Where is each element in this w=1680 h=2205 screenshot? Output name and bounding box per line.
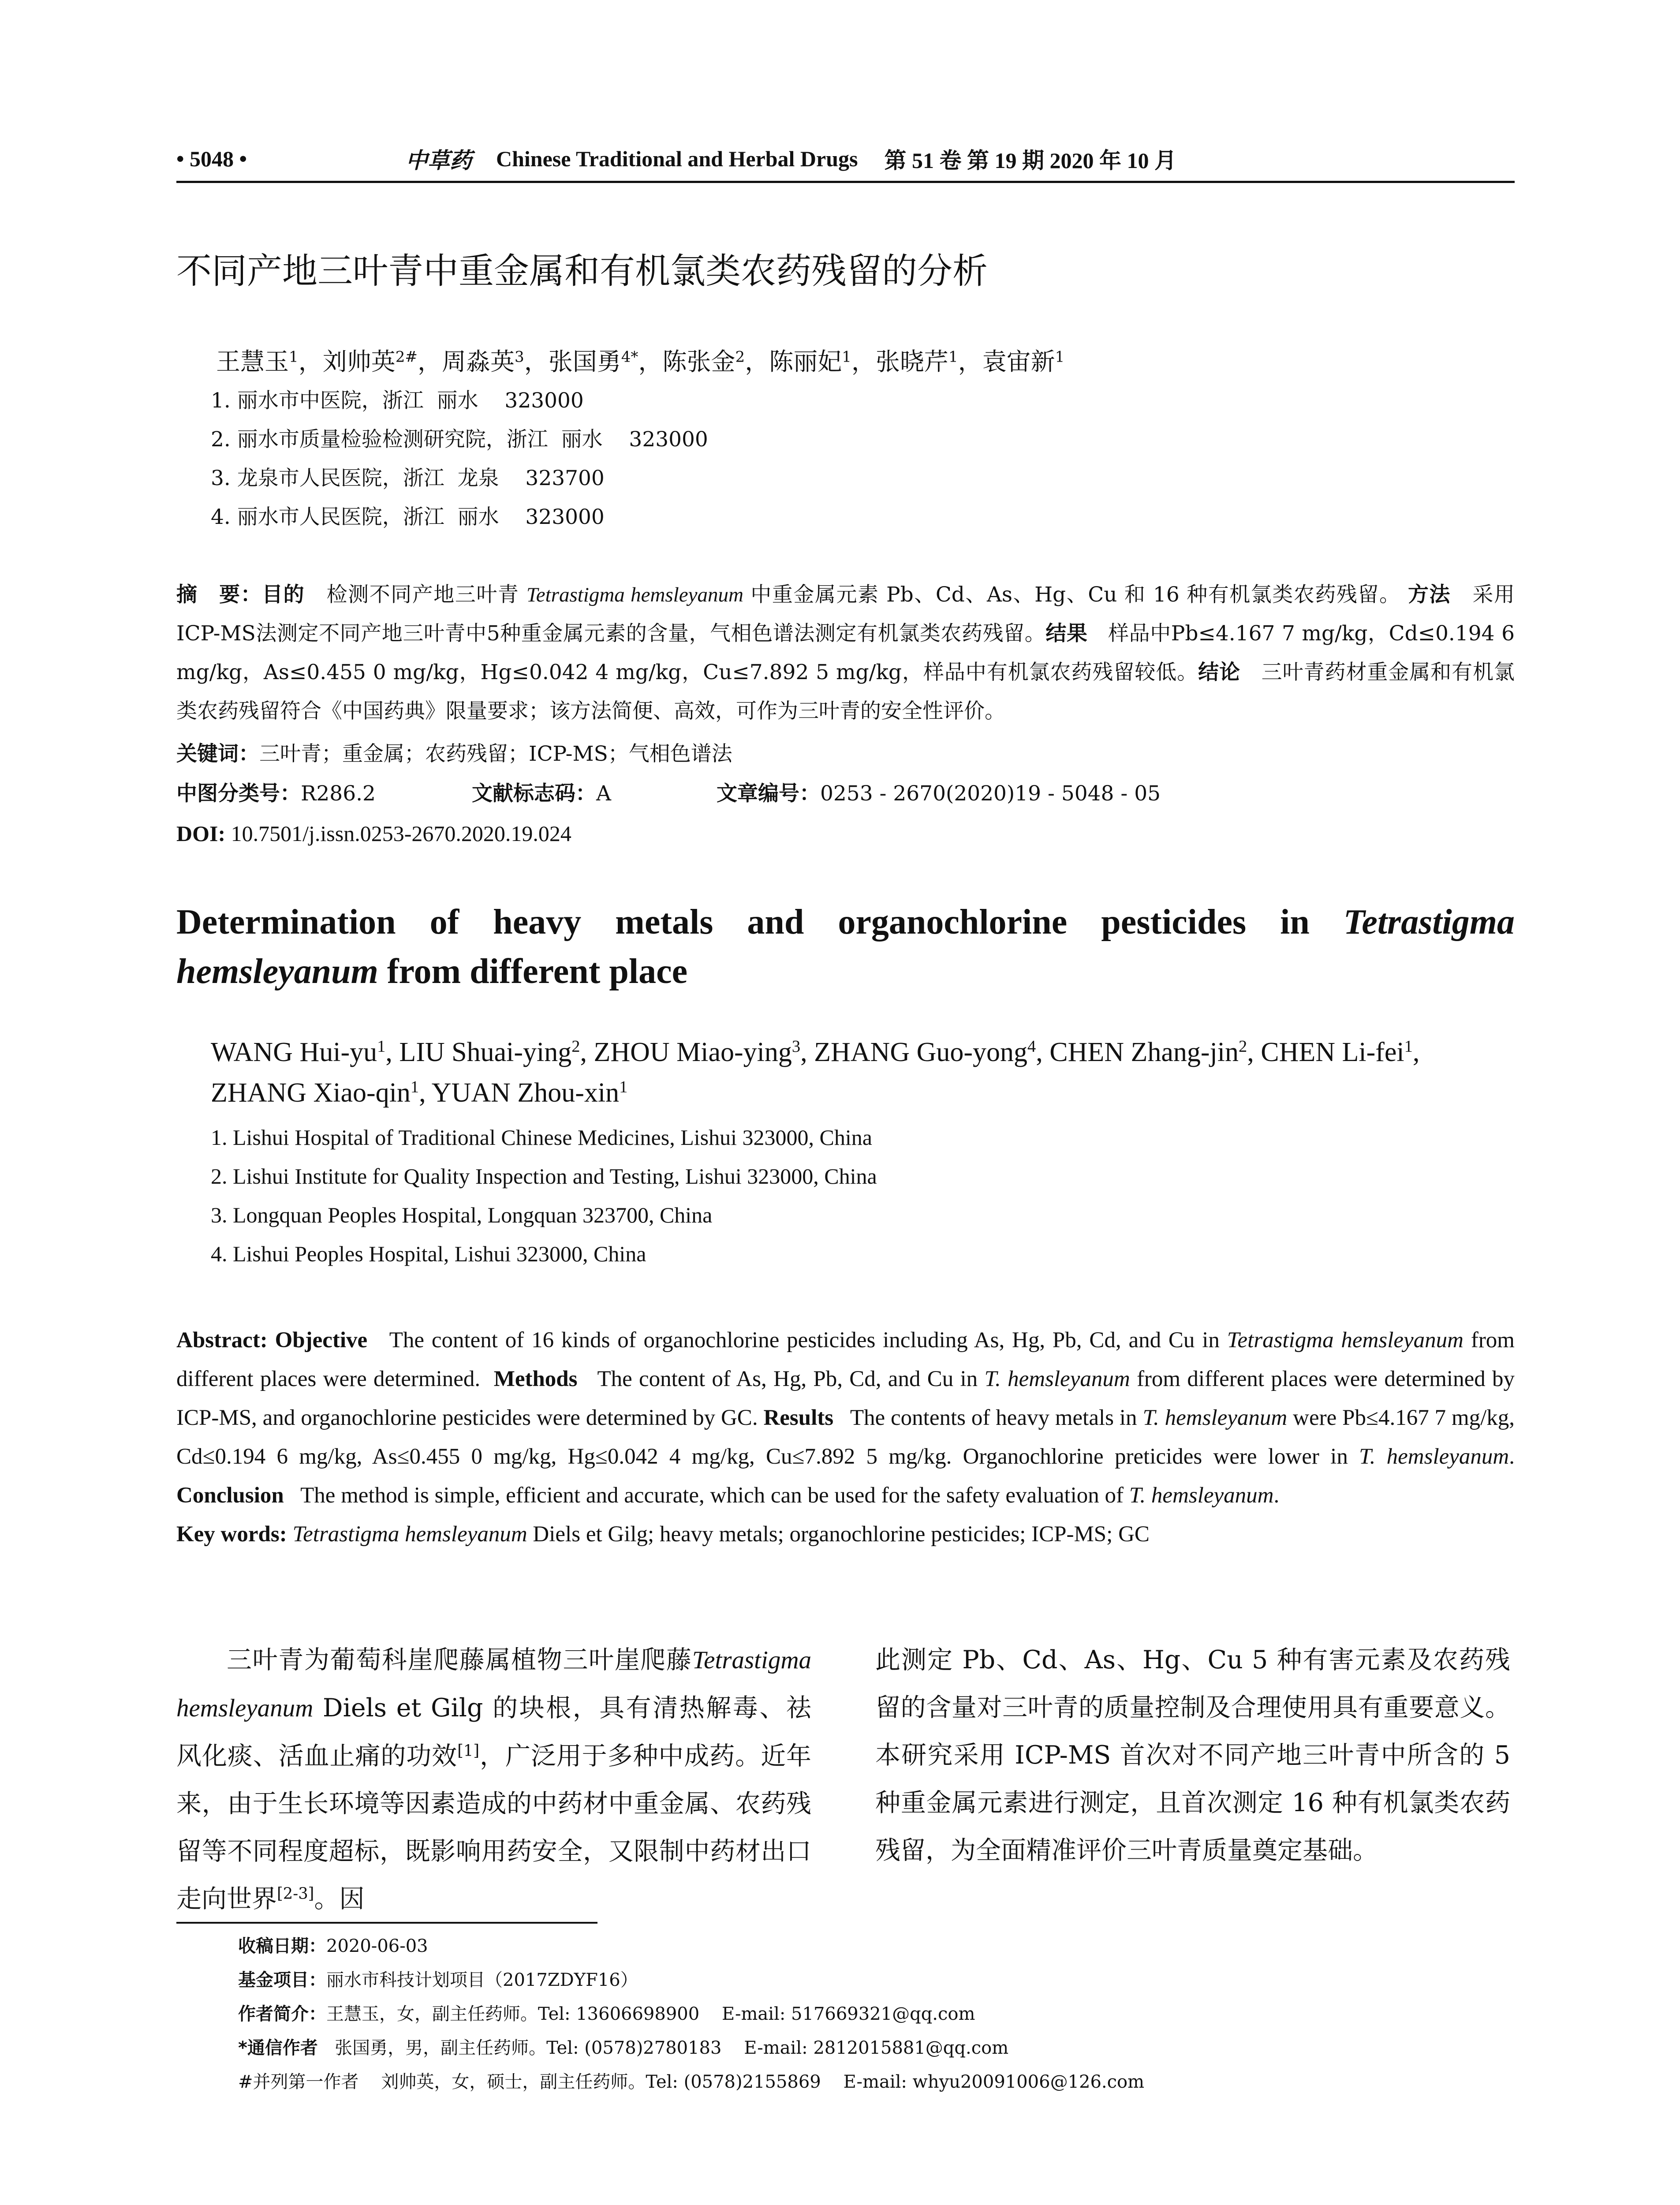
author-sup: 3	[791, 1037, 801, 1056]
species-name: T. hemsleyanum	[1359, 1444, 1509, 1469]
conclusion-text: .	[1273, 1483, 1280, 1508]
conclusion-text: 三叶青药材重金属和有机氯类农药残留符合《中国药典》限量要求；该方法简便、高效，可作为三叶青的安全性评价。	[176, 660, 1515, 723]
methods-text: 采用ICP-MS法测定不同产地三叶青中5种重金属元素的含量，气相色谱法测定有机氯类农药残留。	[176, 583, 1515, 646]
author-sup: 4*	[621, 348, 638, 366]
methods-label: 方法	[1408, 583, 1451, 607]
methods-text: The content of As, Hg, Pb, Cd, and Cu in	[597, 1367, 978, 1391]
footnote-text: #并列第一作者 刘帅英，女，硕士，副主任药师。Tel: (0578)2155869 E-mail: whyu20091006@126.com	[238, 2072, 1145, 2092]
article-no-label: 文章编号：	[717, 781, 820, 806]
affiliation-line: 4. Lishui Peoples Hospital, Lishui 323000, China	[211, 1241, 646, 1266]
body-column-right	[875, 1636, 1510, 1874]
article-no-value: 0253 - 2670(2020)19 - 5048 - 05	[820, 781, 1161, 806]
author-sup: 1	[842, 348, 851, 366]
author-sup: 1	[410, 1077, 419, 1096]
author-name: 王慧玉	[216, 348, 289, 376]
journal-name-cn: 中草药	[406, 148, 472, 173]
conclusion-label: Conclusion	[176, 1483, 284, 1508]
volume-issue: 第 51 卷 第 19 期 2020 年 10 月	[884, 148, 1176, 173]
keywords-label: 关键词：	[176, 742, 259, 766]
affiliation-line: 1. Lishui Hospital of Traditional Chinese Medicines, Lishui 323000, China	[211, 1125, 872, 1150]
footnote-label: *通信作者	[238, 2038, 318, 2058]
affiliation-line: 3. Longquan Peoples Hospital, Longquan 323700, China	[211, 1203, 713, 1227]
results-text: 样品中Pb≤4.167 7 mg/kg，Cd≤0.194 6 mg/kg，As≤0.455 0 mg/kg，Hg≤0.042 4 mg/kg，Cu≤7.892 5 mg/kg，样品中有机氯农药残留较低。	[176, 621, 1515, 684]
keywords-en	[176, 1515, 1515, 1554]
author-sup: 1	[948, 348, 958, 366]
conclusion-text: The method is simple, efficient and accurate, which can be used for the safety evaluation of	[300, 1483, 1124, 1508]
author-name: 张晓芹	[875, 348, 948, 376]
affiliation-line: 2. Lishui Institute for Quality Inspection and Testing, Lishui 323000, China	[211, 1164, 877, 1188]
authors-cn: 王慧玉$^1$，刘帅英$^{2\#}$，周淼英$^3$，张国勇$^{4*}$，陈张金$^2$，陈丽妃$^1$，张晓芹$^1$，袁宙新$^1$	[216, 348, 1065, 376]
footnote-author-bio	[238, 1997, 1517, 2031]
footnote-text: 丽水市科技计划项目（2017ZDYF16）	[326, 1970, 638, 1990]
author-sup: 1	[619, 1077, 628, 1096]
citation[interactable]: [2-3]	[277, 1884, 314, 1903]
footnotes	[238, 1929, 1517, 2099]
objective-label: 目的	[262, 583, 305, 607]
objective-text: 检测不同产地三叶青	[326, 583, 519, 607]
author-sup: 1	[1055, 348, 1065, 366]
author-sup: 3	[515, 348, 524, 366]
affiliation-line: 4. 丽水市人民医院，浙江 丽水 323000	[211, 505, 605, 529]
body-text: 此测定 Pb、Cd、As、Hg、Cu 5 种有害元素及农药残留的含量对三叶青的质量控制及合理使用具有重要意义。本研究采用 ICP-MS 首次对不同产地三叶青中所含的 5 种重金属元素进行测定，且首次测定 16 种有机氯类农药残留，为全面精准评价三叶青质量奠定基础。	[875, 1645, 1510, 1865]
author-sup: 2	[1239, 1037, 1247, 1056]
footnote-cofirst	[238, 2065, 1517, 2099]
results-text: .	[1509, 1444, 1515, 1469]
keywords-text: Diels et Gilg; heavy metals; organochlorine pesticides; ICP-MS; GC	[533, 1522, 1150, 1547]
results-text: were Pb≤4.167 7 mg/kg, Cd≤0.194 6 mg/kg, As≤0.455 0 mg/kg, Hg≤0.042 4 mg/kg, Cu≤7.892 5 mg/kg. Organochlorine preticides were lower in	[176, 1405, 1515, 1469]
doc-code-value: A	[596, 781, 611, 806]
author-sup: 1	[289, 348, 299, 366]
clc-value: R286.2	[301, 781, 376, 806]
body-text: 。因	[314, 1884, 365, 1913]
results-text: The contents of heavy metals in	[850, 1405, 1137, 1430]
doi-label: DOI:	[176, 821, 226, 846]
keywords-label: Key words:	[176, 1522, 287, 1547]
abstract-cn	[176, 576, 1515, 731]
classification-row	[176, 774, 1515, 814]
species-name: Tetrastigma hemsleyanum	[1227, 1328, 1464, 1353]
footnote-corresponding	[238, 2031, 1517, 2065]
footnote-received	[238, 1929, 1517, 1963]
journal-name-en: Chinese Traditional and Herbal Drugs	[496, 146, 858, 171]
body-text: Diels et Gilg 的块根，具有清热解毒、祛风化痰、活血止痛的功效	[176, 1693, 811, 1771]
body-column-left	[176, 1636, 811, 1923]
author-name: 刘帅英	[322, 348, 396, 376]
species-name: Tetrastigma hemsleyanum	[176, 903, 1515, 991]
author-sup: 2#	[395, 348, 418, 366]
author-name: ZHANG Guo-yong	[814, 1037, 1028, 1067]
author-sup: 2	[571, 1037, 580, 1056]
author-name: YUAN Zhou-xin	[431, 1078, 620, 1108]
species-name: Tetrastigma hemsleyanum	[526, 583, 743, 606]
methods-text: from different places were determined by ICP-MS, and organochlorine pesticides were determined by GC.	[176, 1367, 1515, 1430]
objective-text: 中重金属元素 Pb、Cd、As、Hg、Cu 和 16 种有机氯类农药残留。	[750, 583, 1401, 607]
affiliations-cn	[211, 381, 1490, 537]
abstract-en	[176, 1321, 1515, 1554]
keywords-cn	[176, 734, 1515, 774]
author-name: 袁宙新	[982, 348, 1055, 376]
body-text: 三叶青为葡萄科崖爬藤属植物三叶崖爬藤	[227, 1645, 692, 1674]
title-en-text: from different place	[378, 952, 688, 991]
page-number: • 5048 •	[176, 146, 247, 171]
species-name: T. hemsleyanum	[1142, 1405, 1288, 1430]
authors-en: WANG Hui-$yu^1$, LIU Shuai-ying$^2$, ZHOU Miao-ying$^3$, ZHANG Guo-yong$^4$, CHEN Zhang-jin$^2$, CHEN Li-fei$^1$, ZHANG Xiao-qin$^1$, YUAN Zhou-xin$^1$	[211, 1037, 1420, 1108]
doi-value[interactable]: 10.7501/j.issn.0253-2670.2020.19.024	[231, 821, 571, 846]
author-sup: 2	[735, 348, 745, 366]
footnote-label: 作者简介：	[238, 2004, 326, 2024]
author-name: CHEN Zhang-jin	[1049, 1037, 1239, 1067]
running-header	[176, 139, 1515, 179]
title-cn: 不同产地三叶青中重金属和有机氯类农药残留的分析	[176, 250, 988, 292]
footnote-rule	[176, 1922, 597, 1924]
objective-text: The content of 16 kinds of organochlorine pesticides including As, Hg, Pb, Cd, and Cu in	[389, 1328, 1220, 1353]
species-name: T. hemsleyanum	[1129, 1483, 1274, 1508]
clc-label: 中图分类号：	[176, 781, 301, 806]
author-name: WANG Hui-yu	[211, 1037, 377, 1067]
author-name: CHEN Li-fei	[1261, 1037, 1404, 1067]
footnote-fund	[238, 1963, 1517, 1997]
author-name: ZHOU Miao-ying	[594, 1037, 792, 1067]
footnote-text: 2020-06-03	[326, 1936, 428, 1956]
footnote-label: 基金项目：	[238, 1970, 326, 1990]
footnote-label: 收稿日期：	[238, 1936, 326, 1956]
abstract-label: Abstract:	[176, 1328, 268, 1353]
species-name: Tetrastigma hemsleyanum	[292, 1522, 527, 1547]
author-name: 陈丽妃	[769, 348, 842, 376]
citation[interactable]: [1]	[457, 1742, 480, 1760]
doc-code-label: 文献标志码：	[472, 781, 596, 806]
results-label: 结果	[1045, 621, 1088, 646]
author-sup: 1	[1404, 1037, 1413, 1056]
author-name: ZHANG Xiao-qin	[211, 1078, 411, 1108]
affiliation-line: 2. 丽水市质量检验检测研究院，浙江 丽水 323000	[211, 427, 708, 452]
author-name: 周淼英	[442, 348, 515, 376]
abstract-label: 摘 要：	[176, 583, 262, 607]
author-name: 陈张金	[662, 348, 735, 376]
body-text: ，广泛用于多种中成药。近年来，由于生长环境等因素造成的中药材中重金属、农药残留等不同程度超标，既影响用药安全，又限制中药材出口走向世界	[176, 1742, 811, 1913]
footnote-text: 张国勇，男，副主任药师。Tel: (0578)2780183 E-mail: 2812015881@qq.com	[317, 2038, 1009, 2058]
header-rule	[176, 181, 1515, 183]
species-name: T. hemsleyanum	[984, 1367, 1130, 1391]
article-meta-cn	[176, 734, 1515, 853]
author-sup: 4	[1027, 1037, 1036, 1056]
objective-text: from different places were determined.	[176, 1328, 1515, 1391]
keywords-text: 三叶青；重金属；农药残留；ICP-MS；气相色谱法	[259, 742, 732, 766]
objective-label: Objective	[275, 1328, 368, 1353]
methods-label: Methods	[493, 1367, 578, 1391]
results-label: Results	[763, 1405, 834, 1430]
conclusion-label: 结论	[1198, 660, 1241, 684]
affiliations-en	[211, 1118, 1490, 1273]
affiliation-line: 1. 丽水市中医院，浙江 丽水 323000	[211, 389, 584, 413]
title-en	[176, 897, 1515, 996]
author-name: 张国勇	[548, 348, 621, 376]
author-sup: 1	[377, 1037, 386, 1056]
author-name: LIU Shuai-ying	[399, 1037, 572, 1067]
affiliation-line: 3. 龙泉市人民医院，浙江 龙泉 323700	[211, 466, 605, 490]
species-name: Tetrastigma hemsleyanum	[176, 1646, 811, 1722]
title-en-text: Determination of heavy metals and organochlorine pesticides in	[176, 903, 1344, 942]
doi-row	[176, 814, 1515, 853]
footnote-text: 王慧玉，女，副主任药师。Tel: 13606698900 E-mail: 517669321@qq.com	[326, 2004, 975, 2024]
